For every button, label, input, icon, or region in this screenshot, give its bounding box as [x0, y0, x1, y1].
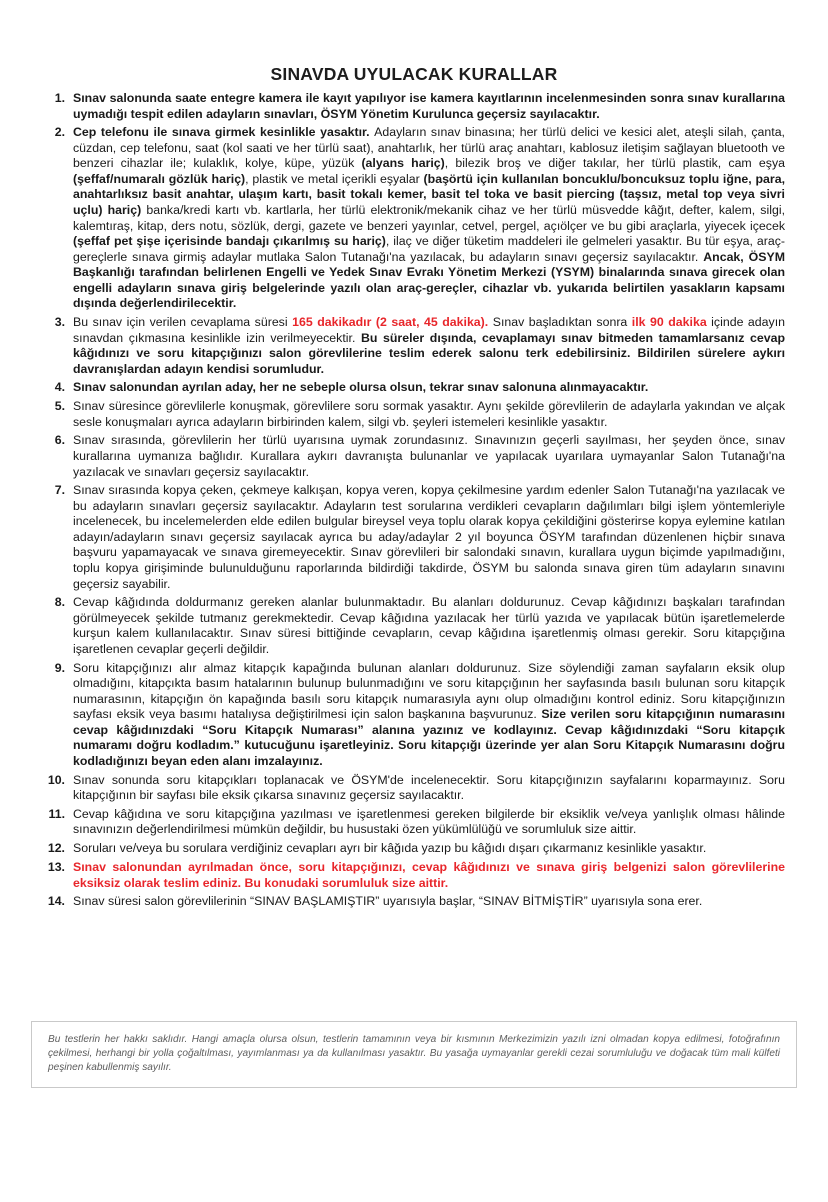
rule-text	[73, 433, 785, 480]
rule-text	[73, 91, 785, 122]
rule-item	[43, 125, 785, 312]
rule-text-segment: , ilaç ve diğer tüketim maddeleri ile gelmeleri yasaktır. Bu tür eşya, araç-gereçlerle sınava girmiş adaylar mutlaka Salon Tutanağı'na yazılacak, bu adayların sınavı geçersiz sayılacaktır.	[73, 234, 785, 264]
rule-text-segment: Soruları ve/veya bu sorulara verdiğiniz cevapları ayrı bir kâğıda yazıp bu kâğıdı dışarı çıkarmanız kesinlikle yasaktır.	[73, 841, 707, 856]
rule-text-segment: Bu sınav için verilen cevaplama süresi	[73, 315, 293, 330]
rule-text	[73, 483, 785, 592]
rule-text	[73, 380, 785, 396]
rule-text-segment: Sınav salonundan ayrılan aday, her ne sebeple olursa olsun, tekrar sınav salonuna alınmayacaktır.	[73, 380, 649, 395]
rule-text-segment: Size verilen soru kitapçığının numarasını cevap kâğıdınızdaki “Soru Kitapçık Numarası” alanına yazınız ve kodlayınız. Cevap kâğıdınızdaki “Soru kitapçık numaramı doğru kodladım.” kutucuğunu işaretleyiniz. Soru kitapçığı üzerinde yer alan Soru Kitapçık Numarasını doğru kodladığınızı beyan eden alanı imzalayınız.	[73, 707, 786, 768]
rule-text	[73, 860, 785, 891]
rule-item	[43, 773, 785, 804]
rule-text-segment: Sınav süresince görevlilerle konuşmak, görevlilere soru sormak yasaktır. Aynı şekilde görevlilerin de adaylarla yakından ve alçak sesle konuşmaları ayrıca adayların birbirinden kalem, silgi vb. şeyleri istemeleri kesinlikle yasaktır.	[73, 399, 785, 429]
rule-item	[43, 807, 785, 838]
rule-number: 12.	[47, 841, 65, 856]
rule-text-segment: (alyans hariç)	[361, 156, 445, 171]
rule-text-segment: , plastik ve metal içerikli eşyalar	[245, 171, 424, 186]
rule-text-segment: 165 dakikadır (2 saat, 45 dakika).	[292, 315, 489, 330]
rule-text	[73, 595, 785, 657]
rule-item	[43, 91, 785, 122]
rule-text-segment: Sınav salonunda saate entegre kamera ile kayıt yapılıyor ise kamera kayıtlarının incelenmesinden sonra sınav kurallarına uymadığı tespit edilen adayların sınavları, ÖSYM Yönetim Kurulunca geçersiz sayılacaktır.	[73, 91, 785, 121]
rule-text-segment: (başörtü için kullanılan boncuklu/boncuksuz toplu iğne, para, anahtarlıksız basit anahtar, ulaşım kartı, basit tokalı kemer, basit tel toka ve basit piercing (taşsız, metal top veya sivri uçlu) hariç)	[73, 171, 785, 218]
rule-text-segment: Sınav başladıktan sonra	[488, 315, 632, 330]
rule-text-segment: ilk 90 dakika	[631, 315, 707, 330]
rule-number: 13.	[47, 859, 65, 874]
rule-item	[43, 894, 785, 910]
rule-item	[43, 399, 785, 430]
rule-item	[43, 595, 785, 657]
rule-item	[43, 661, 785, 770]
rule-number: 6.	[54, 433, 65, 448]
rule-text-segment: Cep telefonu ile sınava girmek kesinlikle yasaktır.	[73, 125, 375, 140]
rule-text-segment: , bilezik broş ve diğer takılar, her türlü plastik, cam eşya	[444, 156, 785, 171]
rule-text-segment: Soru kitapçığınızı alır almaz kitapçık kapağında bulunan alanları doldurunuz. Size söylendiği zaman sayfaların eksik olup olmadığını, kitapçıkta basım hatalarının bulunup bulunmadığını ve soru kitapçığının her sayfasında basılı bulunan soru kitapçık numarasının, kitapçığın ön kapağında basılı soru kitapçık numarasıyla aynı olup olmadığını kontrol ediniz. Soru kitapçığınızın sayfası eksik veya basımı hatalıysa değiştirilmesi için salon başkanına başvurunuz.	[73, 660, 785, 722]
copyright-box	[31, 1021, 797, 1088]
rule-text	[73, 315, 785, 377]
rule-text	[73, 773, 785, 804]
rule-item	[43, 433, 785, 480]
rule-text	[73, 661, 785, 770]
rule-text	[73, 125, 785, 312]
rule-text-segment: Sınav salonundan ayrılmadan önce, soru kitapçığınızı, cevap kâğıdınızı ve sınava giriş belgenizi salon görevlilerine eksiksiz olarak teslim ediniz. Bu konudaki sorumluluk size aittir.	[73, 859, 785, 890]
rule-text-segment: banka/kredi kartı vb. kartlarla, her türlü elektronik/mekanik cihaz ve her türlü müsvedde kâğıt, defter, kalem, silgi, kalemtıraş, kitap, ders notu, sözlük, dergi, gazete ve benzeri yayınlar, cetvel, pergel, açıölçer ve bu gibi araçlarla, yiyecek içecek	[73, 203, 785, 233]
rule-item	[43, 483, 785, 592]
rule-text-segment: Cevap kâğıdında doldurmanız gereken alanlar bulunmaktadır. Bu alanları doldurunuz. Cevap kâğıdınızı başkaları tarafından görülmeyecek şekilde tutmanız gerekmektedir. Cevap kâğıdına yazılacak her türlü yazıda ve yapılacak bütün işaretlemelerde kurşun kalem kullanılacaktır. Sınav süresi bittiğinde cevapların, cevap kâğıdına işaretlenmiş olması gerekir. Soru kitapçığına işaretlenen cevaplar geçerli değildir.	[73, 595, 785, 656]
rule-item	[43, 841, 785, 857]
rule-text-segment: Bu süreler dışında, cevaplamayı sınav bitmeden tamamlarsanız cevap kâğıdınızı ve soru kitapçığınızı salon görevlilerine teslim ederek salonu terk edebilirsiniz. Bildirilen sürelere aykırı davranışlardan adayın kendisi sorumludur.	[73, 330, 785, 376]
rule-number: 4.	[54, 380, 65, 395]
rule-text-segment: içinde adayın sınavdan çıkmasına kesinlikle izin verilmeyecektir.	[73, 315, 785, 345]
rule-text-segment: (şeffaf pet şişe içerisinde bandajı çıkarılmış su hariç)	[73, 234, 386, 249]
rule-text-segment: Sınav süresi salon görevlilerinin “SINAV BAŞLAMIŞTIR” uyarısıyla başlar, “SINAV BİTMİŞTİR” uyarısıyla sona erer.	[73, 894, 703, 909]
rule-number: 7.	[54, 483, 65, 498]
rule-text-segment: Adayların sınav binasına; her türlü delici ve kesici alet, ateşli silah, çanta, cüzdan, cep telefonu, saat (kol saati ve her türlü saat), anahtarlık, her türlü araç anahtarı, kablosuz iletişim sağlayan bluetooth ve benzeri cihazlar ile; kulaklık, kolye, küpe, yüzük	[73, 125, 785, 171]
rule-number: 9.	[54, 660, 65, 675]
rule-number: 1.	[54, 91, 65, 105]
page-title: SINAVDA UYULACAK KURALLAR	[270, 64, 558, 84]
rule-text-segment: Cevap kâğıdına ve soru kitapçığına yazılması ve işaretlenmesi gereken bilgilerde bir eksiklik ve/veya yanlışlık olması hâlinde sınavınızın değerlendirilmesi mümkün değildir, bu husustaki özen yükümlülüğü ve sorumluluk size aittir.	[73, 806, 785, 837]
rule-text-segment: Sınav sırasında kopya çeken, çekmeye kalkışan, kopya veren, kopya çekilmesine yardım edenler Salon Tutanağı'na yazılacak ve bu adayların sınavları geçersiz sayılacaktır. Adayların test sorularına verdikleri cevapların dağılımları bilgi işlem yöntemleriyle incelenecek, bu incelemelerden elde edilen bulgular bireysel veya toplu olarak kopya çekildiğini gösterirse kopya eylemine katılan adayın/adayların sınavı geçersiz sayılacak ayrıca bu aday/adaylar 2 yıl boyunca ÖSYM tarafından düzenlenen hiçbir sınava başvuru yapamayacak ve sınava giremeyecektir. Sınav görevlileri bir salondaki sınavın, kurallara uygun biçimde yapılmadığını, toplu kopya girişiminde bulunulduğunu raporlarında bildirdiği takdirde, ÖSYM bu salonda sınava giren tüm adayların sınavını geçersiz sayabilir.	[73, 483, 785, 591]
rule-number: 10.	[47, 772, 65, 787]
rule-item	[43, 860, 785, 891]
rule-text	[73, 399, 785, 430]
rule-number: 2.	[54, 125, 65, 140]
rule-text	[73, 894, 785, 910]
rule-number: 5.	[54, 399, 65, 414]
rule-text-segment: Ancak, ÖSYM Başkanlığı tarafından belirlenen Engelli ve Yedek Sınav Evrakı Yönetim Merkezi (YSYM) binalarında sınava girecek olan engelli adayların sınava giriş belgelerinde yazılı olan araç-gereçler, cihazlar vb. yukarıda belirtilen yasakların kapsamı dışında değerlendirilecektir.	[73, 249, 785, 311]
rule-text-segment: Sınav sırasında, görevlilerin her türlü uyarısına uymak zorundasınız. Sınavınızın geçerli sayılması, her şeyden önce, sınav kurallarına uymanıza bağlıdır. Kurallara aykırı davranışta bulunanlar ve yapılacak uyarılara uymayanlar Salon Tutanağı'na yazılacak ve sınavları geçersiz sayılacaktır.	[73, 433, 785, 479]
copyright-text: Bu testlerin her hakkı saklıdır. Hangi amaçla olursa olsun, testlerin tamamının veya bir kısmının Merkezimizin yazılı izni olmadan kopya edilmesi, fotoğrafının çekilmesi, herhangi bir yolla çoğaltılması, yayımlanması ya da kullanılması yasaktır. Bu yasağa uymayanlar gerekli cezai sorumluluğu ve doğacak tüm mali külfeti peşinen kabullenmiş sayılır.	[48, 1034, 780, 1073]
rules-list	[0, 91, 828, 910]
rule-number: 3.	[54, 315, 65, 330]
rule-item	[43, 315, 785, 377]
rule-item	[43, 380, 785, 396]
rule-text	[73, 807, 785, 838]
rule-text-segment: (şeffaf/numaralı gözlük hariç)	[73, 171, 246, 186]
rule-number: 8.	[54, 595, 65, 610]
rule-text-segment: Sınav sonunda soru kitapçıkları toplanacak ve ÖSYM'de incelenecektir. Soru kitapçığınızın sayfalarını koparmayınız. Soru kitapçığının bir sayfası bile eksik çıkarsa sınavınız geçersiz sayılacaktır.	[73, 772, 785, 803]
rule-number: 14.	[47, 894, 65, 909]
rule-number: 11.	[48, 806, 65, 821]
rule-text	[73, 841, 785, 857]
